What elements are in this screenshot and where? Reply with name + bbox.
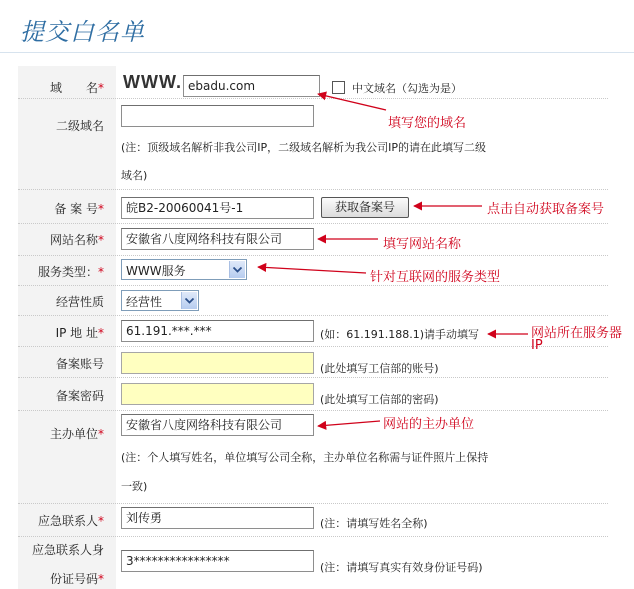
service-type-value: WWW服务 bbox=[126, 264, 186, 278]
sponsor-note-line1: (注：个人填写姓名，单位填写公司全称，主办单位名称需与证件照片上保持 bbox=[121, 451, 489, 464]
emergency-id-label-line1: 应急联系人身 bbox=[31, 543, 104, 557]
icp-account-label: 备案账号 bbox=[55, 357, 104, 371]
icp-label: 备 案 号* bbox=[54, 202, 104, 216]
arrow-sponsor bbox=[318, 421, 380, 426]
business-nature-label: 经营性质 bbox=[55, 295, 104, 309]
ip-label: IP 地 址* bbox=[55, 326, 104, 340]
annotation-sponsor: 网站的主办单位 bbox=[383, 417, 475, 432]
www-prefix: WWW. bbox=[123, 72, 182, 92]
ip-input[interactable]: 61.191.***.*** bbox=[121, 320, 314, 342]
subdomain-note-line1: (注：顶级域名解析非我公司IP，二级域名解析为我公司IP的请在此填写二级 bbox=[121, 141, 487, 154]
domain-label: 域 名* bbox=[49, 81, 104, 95]
annotation-icp: 点击自动获取备案号 bbox=[487, 202, 605, 217]
domain-input[interactable]: ebadu.com bbox=[183, 75, 320, 97]
subdomain-note-line2: 域名) bbox=[121, 169, 148, 182]
annotation-site-name: 填写网站名称 bbox=[383, 237, 462, 252]
emergency-contact-note: (注：请填写姓名全称) bbox=[320, 517, 428, 530]
service-type-label: 服务类型：* bbox=[37, 265, 104, 279]
annotation-service-type: 针对互联网的服务类型 bbox=[370, 270, 501, 285]
sponsor-input[interactable]: 安徽省八度网络科技有限公司 bbox=[121, 414, 314, 436]
page-title: 提交白名单 bbox=[20, 18, 145, 46]
sponsor-note-line2: 一致) bbox=[121, 480, 148, 493]
site-name-label: 网站名称* bbox=[49, 233, 104, 247]
emergency-contact-input[interactable]: 刘传勇 bbox=[121, 507, 314, 529]
sponsor-label: 主办单位* bbox=[49, 427, 104, 441]
icp-password-note: (此处填写工信部的密码) bbox=[320, 393, 439, 406]
arrow-service-type bbox=[258, 267, 366, 273]
annotation-ip-line2: IP bbox=[531, 338, 543, 353]
icp-account-note: (此处填写工信部的账号) bbox=[320, 362, 439, 375]
arrow-domain bbox=[318, 94, 386, 110]
cn-domain-label: 中文域名（勾选为是） bbox=[352, 82, 462, 95]
annotation-domain: 填写您的域名 bbox=[388, 116, 467, 131]
emergency-id-input[interactable]: 3**************** bbox=[121, 550, 314, 572]
subdomain-label: 二级域名 bbox=[55, 119, 104, 133]
icp-password-label: 备案密码 bbox=[55, 389, 104, 403]
icp-input[interactable]: 皖B2-20060041号-1 bbox=[121, 197, 314, 219]
emergency-contact-label: 应急联系人* bbox=[37, 514, 104, 528]
emergency-id-note: (注：请填写真实有效身份证号码) bbox=[320, 561, 483, 574]
annotation-ip-line1: 网站所在服务器 bbox=[531, 326, 623, 341]
get-icp-button[interactable]: 获取备案号 bbox=[321, 197, 409, 218]
emergency-id-label-line2: 份证号码* bbox=[49, 572, 104, 586]
ip-note: (如：61.191.188.1)请手动填写 bbox=[320, 328, 480, 341]
business-nature-value: 经营性 bbox=[126, 295, 163, 309]
site-name-input[interactable]: 安徽省八度网络科技有限公司 bbox=[121, 228, 314, 250]
